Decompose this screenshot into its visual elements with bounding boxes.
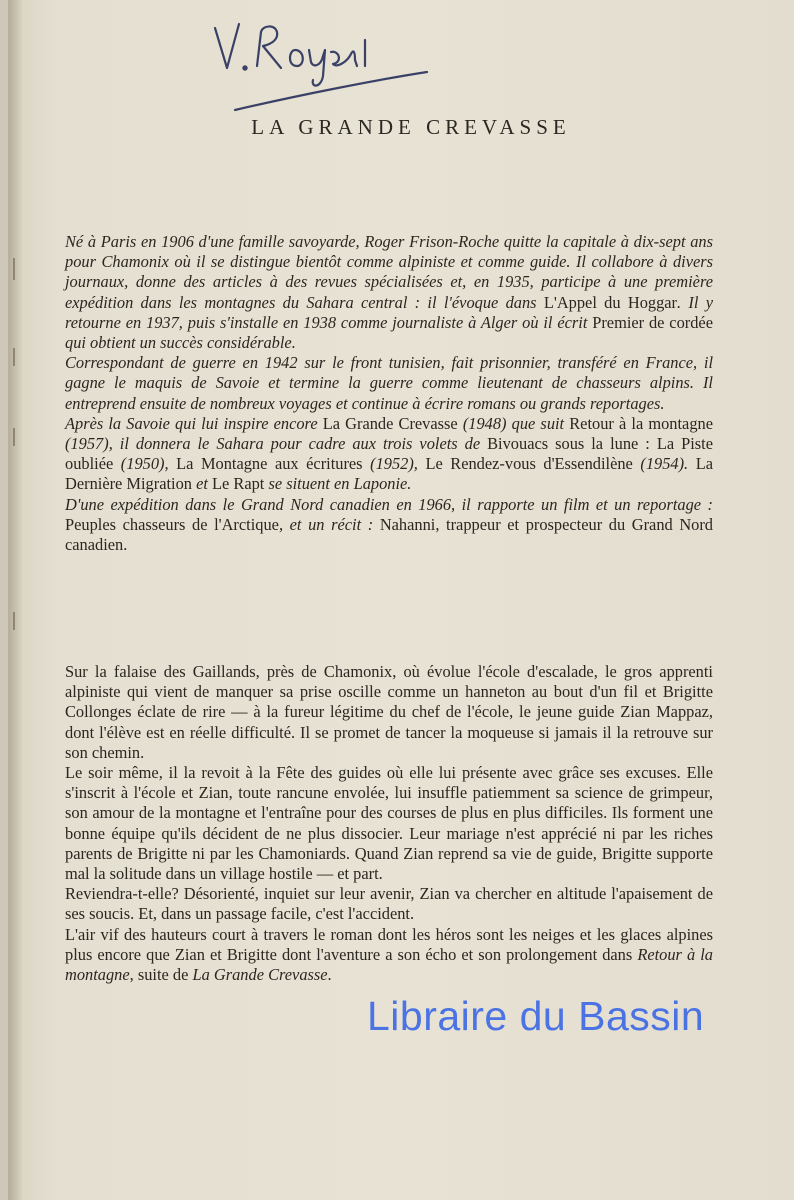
summary-text-segment: . — [327, 965, 332, 985]
bio-text-segment: (1957), il donnera le Sahara pour cadre aux trois volets de — [65, 434, 488, 454]
bio-text-segment: . — [123, 535, 128, 555]
paper-mark — [13, 258, 15, 280]
bio-text-segment: . Il y retourne en 1937, puis s'installe en 1938 comme journaliste à Alger où il écrit — [65, 292, 713, 332]
bio-text-segment: et — [191, 474, 213, 494]
summary-text-segment: Sur la falaise des Gaillands, près de Chamonix, où évolue l'école d'escalade, le gros apprenti alpiniste qui vient de manquer sa prise oscille comme un hanneton au bout d'un fil et Brigitte Collonges éclate de rire — à la fureur légitime du chef de l'école, le jeune guide Zian Mappaz, dont l'élève est en réelle difficulté. Il se promet de tancer la moqueuse si jamais il la retrouve sur son chemin. — [65, 662, 713, 762]
summary-text-segment: L'air vif des hauteurs court à travers le roman dont les héros sont les neiges et les glaces alpines plus encore que Zian et Brigitte dont l'aventure a son écho et son prolongement dans — [65, 924, 713, 964]
bio-paragraph — [65, 232, 713, 353]
bio-text-segment: Né à Paris en 1906 d'une famille savoyarde, Roger Frison-Roche quitte la capitale à dix-sept ans pour Chamonix où il se distingue bientôt comme alpiniste et comme guide. Il collabore à divers journaux, donne des articles à des revues spécialisées et, en 1935, participe à une première expédition dans les montagnes du Sahara central : il l'évoque dans — [65, 232, 713, 312]
bio-text-segment: L'Appel du Hoggar — [543, 292, 678, 312]
bio-text-segment: Le Rapt — [212, 474, 265, 494]
paper-mark — [13, 428, 15, 446]
handwritten-signature — [205, 10, 445, 120]
book-page — [8, 0, 794, 1200]
bio-paragraph — [65, 495, 713, 556]
bio-text-segment: qui obtient un succès considérable. — [65, 333, 296, 353]
summary-paragraph — [65, 884, 713, 924]
page-gutter-shadow — [9, 0, 23, 1200]
bio-paragraph — [65, 414, 713, 495]
paper-mark — [13, 348, 15, 366]
bio-text-segment: La Grande Crevasse — [322, 413, 458, 433]
summary-text-segment: , suite de — [129, 965, 193, 985]
bio-text-segment: Le Rendez-vous d'Essendilène — [425, 454, 633, 474]
summary-paragraph — [65, 763, 713, 884]
bio-text-segment: La Dernière Migration — [65, 454, 713, 494]
summary-text-segment: La Grande Crevasse — [192, 965, 328, 985]
bio-text-segment: Correspondant de guerre en 1942 sur le front tunisien, fait prisonnier, transféré en France, il gagne le maquis de Savoie et termine la guerre comme lieutenant de chasseurs alpins. Il entreprend ensuite de nombreux voyages et continue à écrire romans ou grands reportages. — [65, 353, 713, 413]
bio-text-segment: (1950), — [113, 454, 177, 474]
book-summary — [65, 662, 713, 985]
summary-text-segment: Le soir même, il la revoit à la Fête des guides où elle lui présente avec grâce ses excuses. Elle s'inscrit à l'école et Zian, toute rancune envolée, lui insuffle patiemment sa science de grimpeur, son amour de la montagne et l'entraîne pour des courses de plus en plus difficiles. Ils forment une bonne équipe qu'ils décident de ne plus dissocier. Leur mariage n'est apprécié ni par les riches parents de Brigitte ni par les Chamoniards. Quand Zian reprend sa vie de guide, Brigitte supporte mal la solitude dans un village hostile — et part. — [65, 763, 713, 884]
bio-text-segment: Premier de cordée — [592, 312, 713, 332]
bio-text-segment: , et un récit : — [278, 514, 380, 534]
bio-text-segment: Après la Savoie qui lui inspire encore — [65, 413, 323, 433]
bio-text-segment: (1954). — [632, 454, 696, 474]
bio-text-segment: La Montagne aux écritures — [176, 454, 363, 474]
bio-text-segment: se situent en Laponie. — [264, 474, 412, 494]
summary-paragraph — [65, 925, 713, 986]
bio-text-segment: Retour à la montagne — [569, 413, 713, 433]
bio-paragraph — [65, 353, 713, 414]
author-biography — [65, 232, 713, 555]
summary-text-segment: Reviendra-t-elle? Désorienté, inquiet sur leur avenir, Zian va chercher en altitude l'apaisement de ses soucis. Et, dans un passage facile, c'est l'accident. — [65, 884, 713, 924]
bio-text-segment: (1952), — [362, 454, 426, 474]
summary-paragraph — [65, 662, 713, 763]
book-title: LA GRANDE CREVASSE — [251, 115, 571, 139]
bio-text-segment: (1948) que suit — [457, 413, 570, 433]
bio-text-segment: Bivouacs sous la lune : La Piste oubliée — [65, 434, 713, 474]
watermark-text: Libraire du Bassin — [367, 993, 705, 1039]
paper-mark — [13, 612, 15, 630]
summary-text-segment: Retour à la montagne — [65, 944, 713, 985]
bio-text-segment: Nahanni, trappeur et prospecteur du Grand Nord canadien — [65, 514, 714, 555]
bio-text-segment: D'une expédition dans le Grand Nord canadien en 1966, il rapporte un film et un reportage : — [65, 494, 713, 514]
bio-text-segment: Peuples chasseurs de l'Arctique — [65, 514, 279, 534]
